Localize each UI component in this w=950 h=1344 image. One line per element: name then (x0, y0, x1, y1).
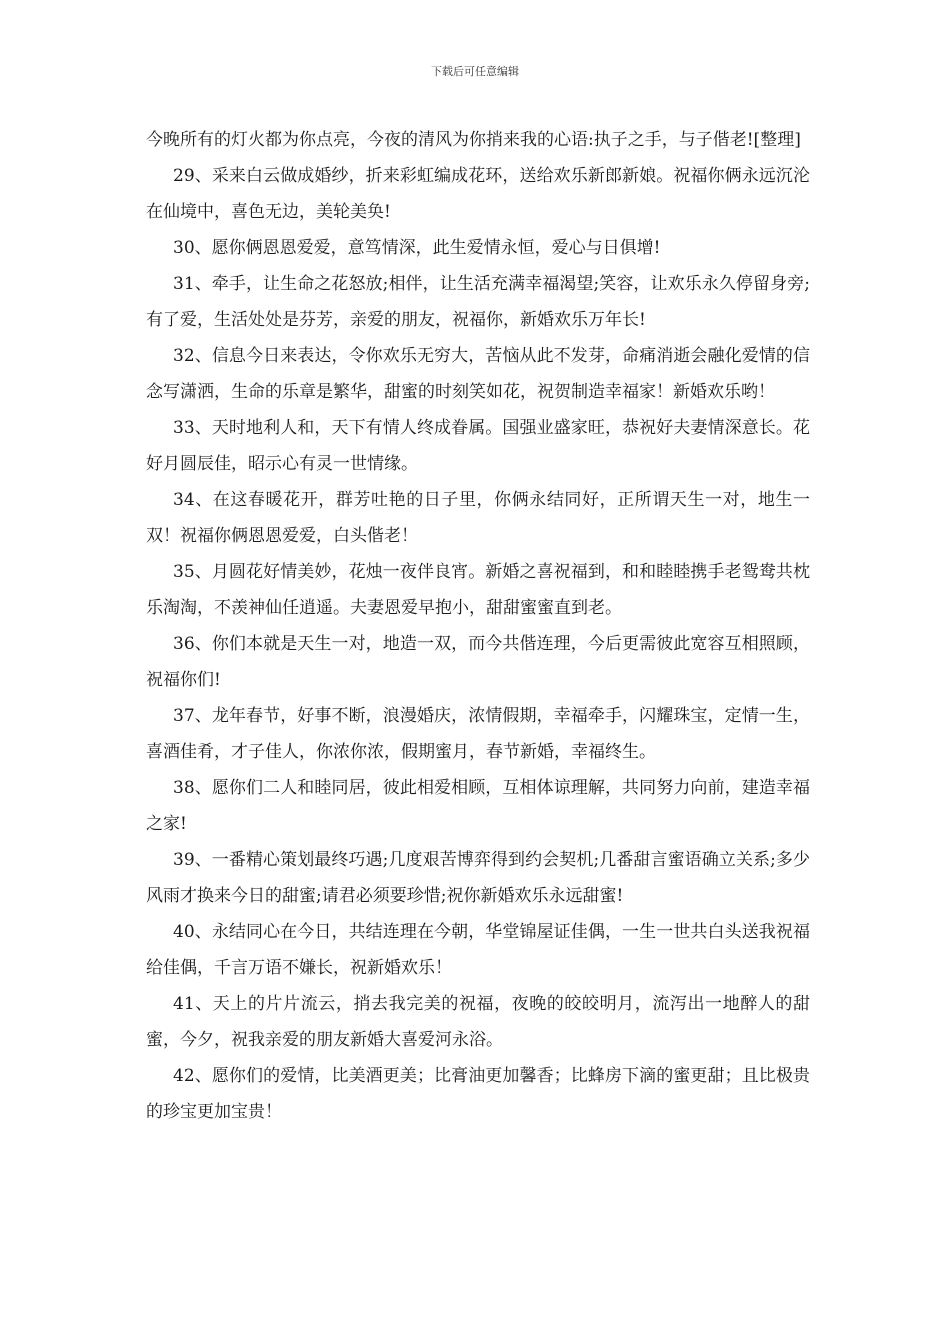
document-body (146, 122, 810, 1130)
paragraph-29: 29、采来白云做成婚纱，折来彩虹编成花环，送给欢乐新郎新娘。祝福你俩永远沉沦在仙境中，喜色无边，美轮美奂! (146, 166, 810, 222)
paragraph-39: 39、一番精心策划最终巧遇;几度艰苦博弈得到约会契机;几番甜言蜜语确立关系;多少风雨才换来今日的甜蜜;请君必须要珍惜;祝你新婚欢乐永远甜蜜! (146, 850, 810, 906)
paragraph-35: 35、月圆花好情美妙，花烛一夜伴良宵。新婚之喜祝福到，和和睦睦携手老鸳鸯共枕乐淘淘，不羡神仙任逍遥。夫妻恩爱早抱小，甜甜蜜蜜直到老。 (146, 562, 810, 618)
paragraph-continuation: 今晚所有的灯火都为你点亮，今夜的清风为你捎来我的心语:执子之手，与子偕老![整理] (146, 130, 801, 150)
paragraph-30: 30、愿你俩恩恩爱爱，意笃情深，此生爱情永恒，爱心与日俱增! (173, 238, 661, 258)
paragraph-38: 38、愿你们二人和睦同居，彼此相爱相顾，互相体谅理解，共同努力向前，建造幸福之家! (146, 778, 810, 834)
paragraph-37: 37、龙年春节，好事不断，浪漫婚庆，浓情假期，幸福牵手，闪耀珠宝，定情一生，喜酒佳肴，才子佳人，你浓你浓，假期蜜月，春节新婚，幸福终生。 (146, 706, 810, 762)
paragraph-41: 41、天上的片片流云，捎去我完美的祝福，夜晚的皎皎明月，流泻出一地醉人的甜蜜，今夕，祝我亲爱的朋友新婚大喜爱河永浴。 (146, 994, 810, 1050)
paragraph-34: 34、在这春暖花开，群芳吐艳的日子里，你俩永结同好，正所谓天生一对，地生一双！祝福你俩恩恩爱爱，白头偕老！ (146, 490, 810, 546)
paragraph-31: 31、牵手，让生命之花怒放;相伴，让生活充满幸福渴望;笑容，让欢乐永久停留身旁;有了爱，生活处处是芬芳，亲爱的朋友，祝福你，新婚欢乐万年长! (146, 274, 810, 330)
paragraph-33: 33、天时地利人和，天下有情人终成眷属。国强业盛家旺，恭祝好夫妻情深意长。花好月圆辰佳，昭示心有灵一世情缘。 (146, 418, 810, 474)
paragraph-32: 32、信息今日来表达，令你欢乐无穷大，苦恼从此不发芽，命痛消逝会融化爱情的信念写潇洒，生命的乐章是繁华，甜蜜的时刻笑如花，祝贺制造幸福家！新婚欢乐哟！ (146, 346, 810, 402)
paragraph-40: 40、永结同心在今日，共结连理在今朝，华堂锦屋证佳偶，一生一世共白头送我祝福给佳偶，千言万语不嫌长，祝新婚欢乐！ (146, 922, 810, 978)
paragraph-36: 36、你们本就是天生一对，地造一双，而今共偕连理，今后更需彼此宽容互相照顾，祝福你们! (146, 634, 810, 690)
paragraph-42: 42、愿你们的爱情，比美酒更美；比膏油更加馨香；比蜂房下滴的蜜更甜；且比极贵的珍宝更加宝贵！ (146, 1066, 810, 1122)
page-header: 下载后可任意编辑 (431, 65, 519, 78)
